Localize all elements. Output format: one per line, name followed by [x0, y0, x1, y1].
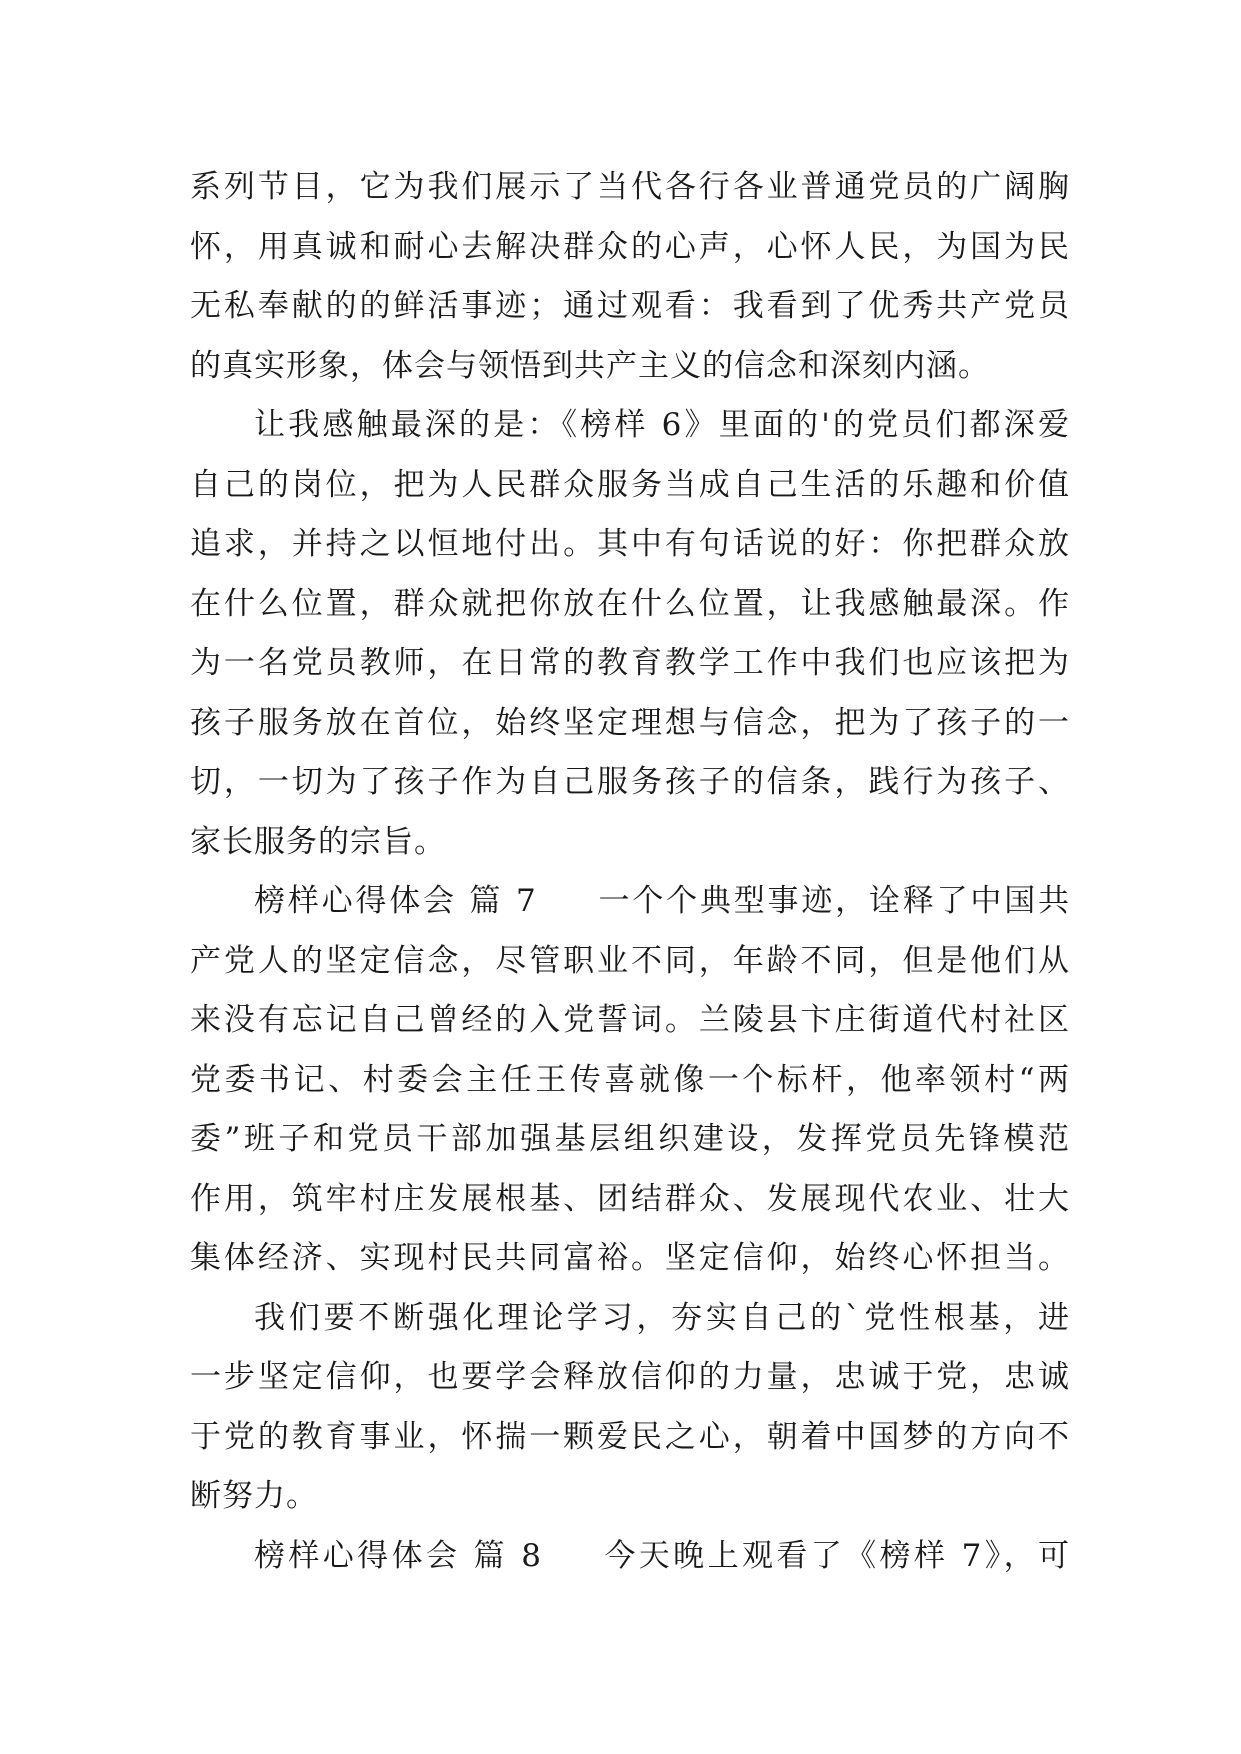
- body-text: [190, 158, 1070, 1586]
- text-line: 作用，筑牢村庄发展根基、团结群众、发展现代农业、壮大: [190, 1180, 1070, 1217]
- text-line: 一步坚定信仰，也要学会释放信仰的力量，忠诚于党，忠诚: [190, 1359, 1070, 1395]
- text-line: 我们要不断强化理论学习，夯实自己的`党性根基，进: [254, 1299, 1070, 1336]
- text-line: 怀，用真诚和耐心去解决群众的心声，心怀人民，为国为民: [190, 228, 1070, 265]
- section-heading: 榜样心得体会 篇 8: [254, 1537, 542, 1574]
- text-line: 无私奉献的的鲜活事迹；通过观看：我看到了优秀共产党员: [190, 288, 1070, 324]
- text-line: 让我感触最深的是：《榜样 6》里面的'的党员们都深爱: [254, 407, 1070, 443]
- text-line: 自己的岗位，把为人民群众服务当成自己生活的乐趣和价值: [190, 466, 1070, 503]
- section-text: 一个个典型事迹，诠释了中国共: [596, 883, 1071, 919]
- text-line: 在什么位置，群众就把你放在什么位置，让我感触最深。作: [190, 585, 1070, 622]
- section-heading: 榜样心得体会 篇 7: [254, 883, 537, 919]
- text-line: 于党的教育事业，怀揣一颗爱民之心，朝着中国梦的方向不: [190, 1418, 1070, 1455]
- text-line: 产党人的坚定信念，尽管职业不同，年龄不同，但是他们从: [190, 942, 1070, 979]
- text-line: 为一名党员教师，在日常的教育教学工作中我们也应该把为: [190, 645, 1070, 681]
- section-heading-line: [190, 872, 1070, 932]
- text-line: 委”班子和党员干部加强基层组织建设，发挥党员先锋模范: [190, 1121, 1070, 1157]
- text-line: 切，一切为了孩子作为自己服务孩子的信条，践行为孩子、: [190, 764, 1070, 800]
- text-line: 党委书记、村委会主任王传喜就像一个标杆，他率领村“两: [190, 1061, 1070, 1098]
- section-text: 今天晚上观看了《榜样 7》，可: [602, 1537, 1071, 1574]
- text-line: 集体经济、实现村民共同富裕。坚定信仰，始终心怀担当。: [190, 1240, 1070, 1276]
- text-line: 孩子服务放在首位，始终坚定理想与信念，把为了孩子的一: [190, 704, 1070, 741]
- text-line: 断努力。: [190, 1478, 318, 1514]
- text-line: 系列节目，它为我们展示了当代各行各业普通党员的广阔胸: [190, 169, 1070, 205]
- text-line: 追求，并持之以恒地付出。其中有句话说的好：你把群众放: [190, 526, 1070, 562]
- text-line: 家长服务的宗旨。: [190, 823, 446, 860]
- text-line: 的真实形象，体会与领悟到共产主义的信念和深刻内涵。: [190, 347, 990, 384]
- text-line: 来没有忘记自己曾经的入党誓词。兰陵县卞庄街道代村社区: [190, 1002, 1070, 1038]
- section-heading-line: [190, 1527, 1070, 1587]
